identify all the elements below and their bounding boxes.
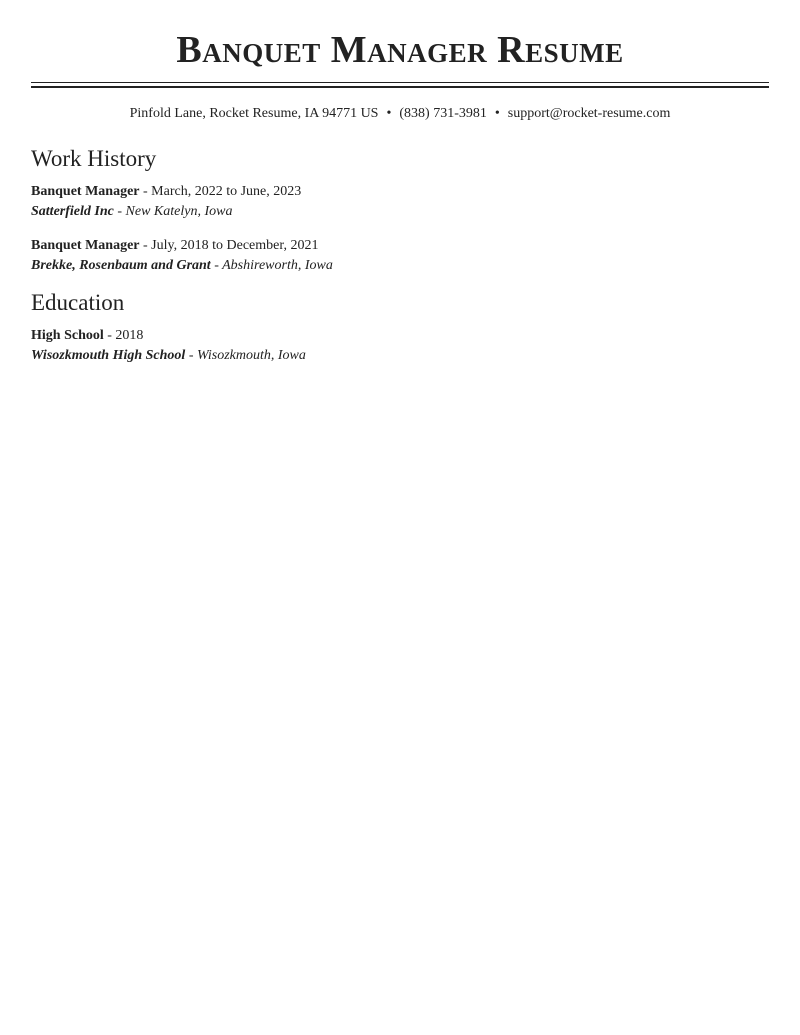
dash: - bbox=[139, 184, 152, 199]
job-dates: March, 2022 to June, 2023 bbox=[151, 184, 302, 199]
title-divider bbox=[31, 82, 769, 88]
job-dates: July, 2018 to December, 2021 bbox=[151, 238, 319, 253]
company-name: Brekke, Rosenbaum and Grant bbox=[31, 258, 211, 273]
company-name: Satterfield Inc bbox=[31, 204, 114, 219]
education-heading: Education bbox=[31, 290, 125, 315]
company-location: New Katelyn, Iowa bbox=[125, 204, 233, 219]
dash: - bbox=[103, 328, 116, 343]
work-entry-employer bbox=[31, 202, 769, 222]
work-history-heading: Work History bbox=[31, 146, 157, 171]
education-entry-header bbox=[31, 326, 769, 346]
dash: - bbox=[185, 348, 197, 363]
page-title: Banquet Manager Resume bbox=[176, 29, 624, 71]
work-entry-header bbox=[31, 236, 769, 256]
contact-line bbox=[31, 106, 769, 122]
resume-page bbox=[31, 0, 769, 366]
dash: - bbox=[210, 258, 223, 273]
company-location: Abshireworth, Iowa bbox=[222, 258, 333, 273]
contact-address: Pinfold Lane, Rocket Resume, IA 94771 US bbox=[129, 106, 379, 121]
work-entry-employer bbox=[31, 256, 769, 276]
contact-phone: (838) 731-3981 bbox=[399, 106, 487, 121]
education-entry-school bbox=[31, 346, 769, 366]
school-location: Wisozkmouth, Iowa bbox=[196, 348, 306, 363]
work-entry bbox=[31, 236, 769, 276]
graduation-year: 2018 bbox=[115, 328, 144, 343]
contact-email: support@rocket-resume.com bbox=[507, 106, 671, 121]
contact-separator: • bbox=[494, 106, 500, 121]
degree-name: High School bbox=[31, 328, 104, 343]
job-title: Banquet Manager bbox=[31, 238, 140, 253]
contact-separator: • bbox=[386, 106, 392, 121]
job-title: Banquet Manager bbox=[31, 184, 140, 199]
school-name: Wisozkmouth High School bbox=[31, 348, 186, 363]
work-entry bbox=[31, 182, 769, 222]
work-entry-header bbox=[31, 182, 769, 202]
education-entry bbox=[31, 326, 769, 366]
dash: - bbox=[139, 238, 152, 253]
dash: - bbox=[113, 204, 126, 219]
